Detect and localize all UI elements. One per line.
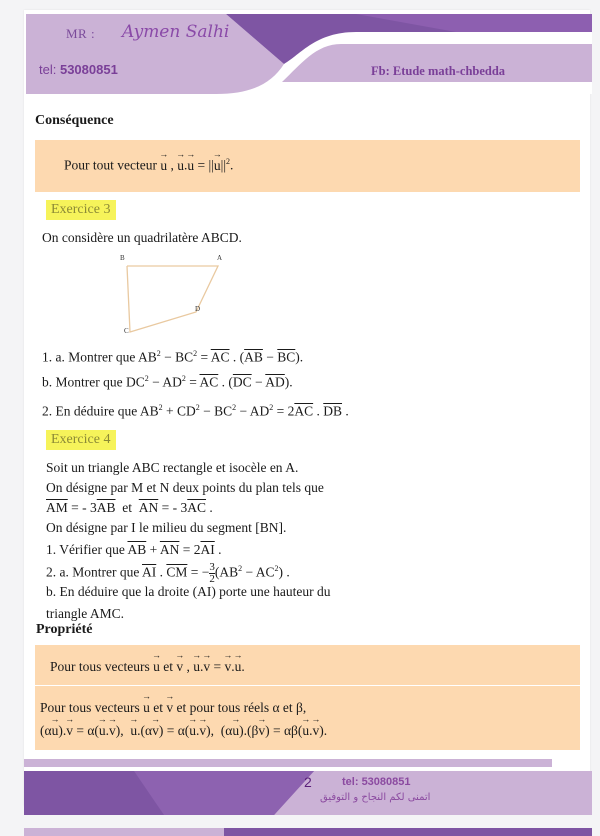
footer-phone-number: 53080851 <box>361 776 411 788</box>
page-header <box>26 14 592 94</box>
vector-u: → u <box>214 158 221 174</box>
footer-top-strip <box>24 759 552 767</box>
header-facebook: Fb: Etude math-chbedda <box>371 64 506 78</box>
figure-label-b: B <box>120 254 125 262</box>
property-box-1-text: Pour tous vecteurs → u et → v , → u.→ v = → v.→ u. <box>50 659 245 675</box>
property-title: Propriété <box>36 622 93 637</box>
page-number: 2 <box>304 774 312 790</box>
header-name-label: MR : <box>66 26 96 41</box>
figure-label-c: C <box>124 327 129 335</box>
exercise-4-q2b-line2: triangle AMC. <box>46 606 124 621</box>
vector-u: → u <box>187 158 194 174</box>
header-phone <box>39 62 118 77</box>
exercise-4-tag: Exercice 4 <box>46 430 116 450</box>
q2-prefix: 2. En déduire que <box>42 403 138 419</box>
exercise-4-line3: $\overline{AM}$ = - $3\overline{AB}$ et $\overline{AN}$ = - $3\overline{AC}$ . <box>46 500 213 515</box>
property-box-2-line1: Pour tous vecteurs → u et → v et pour tous réels α et β, <box>40 700 306 716</box>
q2a-prefix: 2. a. Montrer que <box>46 564 140 580</box>
page-footer <box>24 771 592 815</box>
exercise-4-q2a: 2. a. Montrer que $\overline{AI}$ . $\overline{CM}$ = − $\frac{3}{2}$ $(AB^2 - AC^2)$ . <box>46 561 290 585</box>
figure-label-d: D <box>195 305 201 313</box>
footer-phone-label: tel: <box>342 776 359 788</box>
exercise-3-intro: On considère un quadrilatère ABCD. <box>42 230 242 245</box>
footer-arabic-wish: اتمنى لكم النجاح و التوفيق <box>320 792 431 803</box>
header-phone-number: 53080851 <box>59 62 118 77</box>
q1a-prefix: 1. a. Montrer que <box>42 349 136 365</box>
footer-phone <box>342 776 411 788</box>
exercise-4-q2b-line1: b. En déduire que la droite (AI) porte une hauteur du <box>46 584 331 599</box>
header-banner-graphic <box>26 14 592 94</box>
property-box-2-line2: (α→ u).→ v = α(→ u.→ v), → u.(α→ v) = α(→ u.→ v), (α→ u).(β→ v) = αβ(→ u.→ v). <box>40 723 327 739</box>
exercise-4-q1: 1. Vérifier que $\overline{AB} + \overline{AN} = 2\overline{AI}$ . <box>46 542 222 557</box>
next-page-header-strip <box>24 828 592 836</box>
exercise-3-tag: Exercice 3 <box>46 200 116 220</box>
exercise-4-line4: On désigne par I le milieu du segment [BN]. <box>46 520 287 535</box>
exercise-4-line1: Soit un triangle ABC rectangle et isocèle en A. <box>46 460 299 475</box>
q1b-prefix: b. Montrer que <box>42 374 123 390</box>
header-author-name: Aymen Salhi <box>122 22 230 42</box>
consequence-text-prefix: Pour tout vecteur <box>64 157 157 173</box>
exercise-3-q1b: b. Montrer que $DC^2 - AD^2 = \overline{AC}$ . $(\overline{DC} - \overline{AD})$. <box>42 374 293 390</box>
exercise-3-q2: 2. En déduire que $AB^2 + CD^2 - BC^2 - AD^2 = 2\overline{AC}$ . $\overline{DB}$ . <box>42 403 349 419</box>
header-phone-label: tel: <box>39 62 57 77</box>
figure-label-a: A <box>217 254 223 262</box>
quadrilateral-figure <box>115 248 235 338</box>
consequence-title: Conséquence <box>35 113 114 128</box>
consequence-text: Pour tout vecteur → u , → u.→ u = ||→ $u||^2$. <box>64 157 233 174</box>
vector-u: → u <box>160 158 167 174</box>
exercise-4-line2: On désigne par M et N deux points du plan tels que <box>46 480 324 495</box>
exercise-3-q1a: 1. a. Montrer que $AB^2 - BC^2 = \overline{AC}$ . $(\overline{AB} - \overline{BC})$. <box>42 349 304 365</box>
vector-u: → u <box>177 158 184 174</box>
